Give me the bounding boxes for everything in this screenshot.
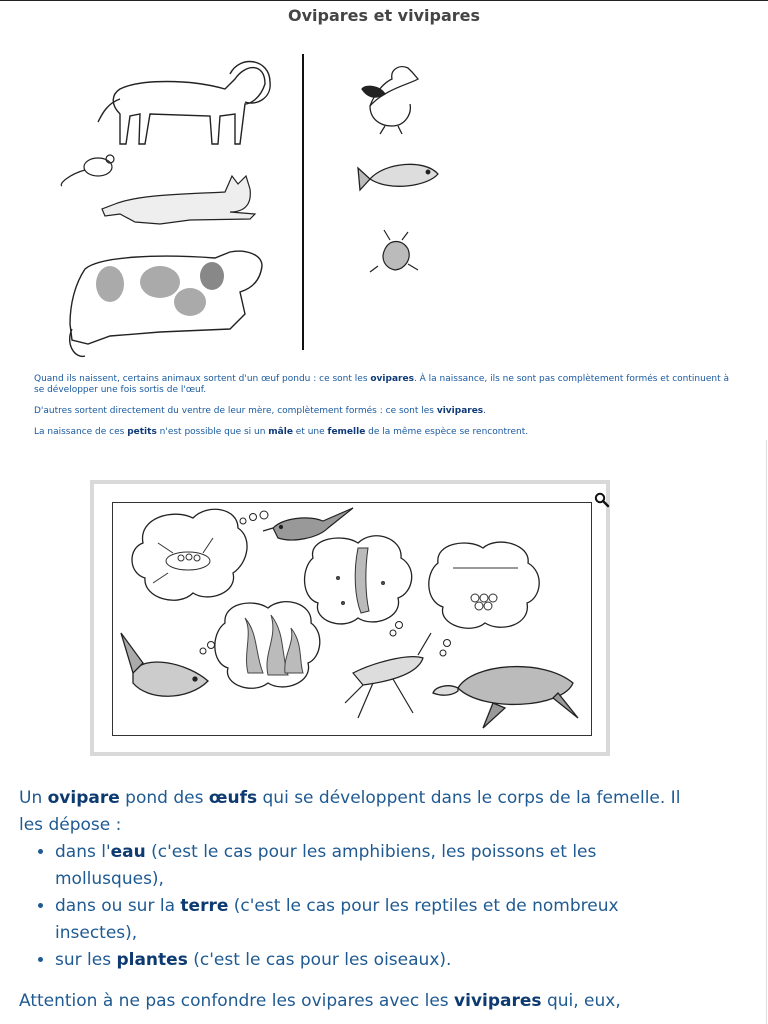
intro-keyword-vivipares: vivipares bbox=[436, 406, 484, 416]
frog-drawing bbox=[370, 230, 418, 272]
intro-text: D'autres sortent directement du ventre de leur mère, complètement formés : ce sont les bbox=[34, 406, 437, 416]
intro-text: n'est possible que si un bbox=[156, 427, 269, 437]
page-title: Ovipares et vivipares bbox=[287, 6, 480, 25]
fish-drawing bbox=[358, 164, 438, 190]
bird-drawing bbox=[263, 508, 353, 540]
list-text: (c'est le cas pour les oiseaux). bbox=[187, 950, 452, 970]
grasshopper-drawing bbox=[345, 633, 431, 718]
keyword-oeufs: œufs bbox=[208, 788, 258, 808]
mouse-drawing bbox=[61, 155, 114, 186]
egg-location-list bbox=[19, 839, 699, 974]
intro-text: de la même espèce se rencontrent. bbox=[365, 427, 529, 437]
intro-paragraph-1 bbox=[34, 374, 734, 396]
viviparous-warning bbox=[19, 988, 699, 1015]
intro-text: et une bbox=[292, 427, 328, 437]
intro-keyword-ovipares: ovipares bbox=[370, 374, 414, 384]
top-border bbox=[0, 0, 768, 1]
list-item-land bbox=[55, 893, 699, 947]
list-text: sur les bbox=[55, 950, 117, 970]
body-text: Attention à ne pas confondre les ovipares avec les bbox=[19, 991, 455, 1011]
fish-drawing bbox=[121, 633, 208, 696]
keyword-terre: terre bbox=[180, 896, 229, 916]
intro-text: La naissance de ces bbox=[34, 427, 128, 437]
egg-laying-diagram[interactable] bbox=[90, 480, 610, 756]
cat-drawing bbox=[102, 176, 255, 224]
intro-paragraph-3 bbox=[34, 427, 734, 438]
oviparous-definition bbox=[19, 785, 699, 839]
animals-illustration bbox=[40, 44, 480, 364]
bubble-plants bbox=[215, 602, 320, 689]
body-text: Un bbox=[19, 788, 48, 808]
list-text: (c'est le cas pour les amphibiens, les poissons et les mollusques), bbox=[55, 842, 597, 889]
body-text: qui, eux, bbox=[541, 991, 621, 1011]
list-text: dans l' bbox=[55, 842, 111, 862]
bubble-sand bbox=[429, 542, 539, 628]
keyword-plantes: plantes bbox=[116, 950, 188, 970]
keyword-vivipares: vivipares bbox=[454, 991, 542, 1011]
keyword-ovipare: ovipare bbox=[47, 788, 120, 808]
intro-paragraph-2 bbox=[34, 406, 734, 417]
intro-keyword-petits: petits bbox=[127, 427, 157, 437]
body-text: pond des bbox=[119, 788, 209, 808]
lion-drawing bbox=[98, 62, 270, 144]
intro-keyword-male: mâle bbox=[268, 427, 293, 437]
bubble-nest bbox=[132, 509, 247, 600]
keyword-eau: eau bbox=[110, 842, 146, 862]
chicken-drawing bbox=[362, 67, 418, 134]
diagram-drawing bbox=[113, 503, 591, 735]
intro-keyword-femelle: femelle bbox=[327, 427, 366, 437]
list-text: (c'est le cas pour les reptiles et de nombreux insectes), bbox=[55, 896, 619, 943]
list-item-water bbox=[55, 839, 699, 893]
list-text: dans ou sur la bbox=[55, 896, 181, 916]
intro-text: Quand ils naissent, certains animaux sortent d'un œuf pondu : ce sont les bbox=[34, 374, 371, 384]
diagram-inner-frame bbox=[112, 502, 592, 736]
turtle-drawing bbox=[433, 667, 578, 728]
magnifier-icon[interactable] bbox=[594, 492, 610, 508]
cow-drawing bbox=[70, 251, 262, 356]
intro-text: . bbox=[483, 406, 487, 416]
main-content bbox=[19, 785, 699, 1015]
list-item-plants bbox=[55, 947, 699, 974]
intro-text: . À la naissance, ils ne sont pas complètement formés et continuent à se développer une fois sortis de l'œuf. bbox=[34, 374, 729, 395]
content-edge-rule bbox=[766, 440, 767, 1024]
body-text: qui se développent dans le corps de la femelle. Il les dépose : bbox=[19, 788, 681, 835]
